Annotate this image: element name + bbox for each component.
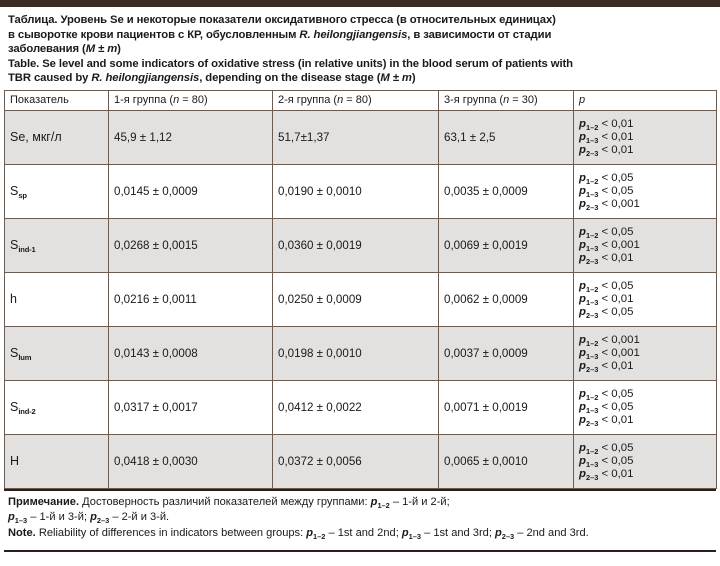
p-symbol: $p_{1-3}$: [579, 130, 599, 145]
p-value-line: [579, 360, 711, 373]
cell-group1: 0,0216 ± 0,0011: [109, 272, 273, 326]
note-en-tail: – 2nd and 3rd.: [514, 526, 589, 539]
header-p-label: p: [579, 93, 586, 106]
p-symbol: $p_{1-2}$: [579, 333, 599, 348]
table-row: [5, 164, 717, 218]
indicator-base: S: [10, 346, 19, 361]
p-subscript: 2–3: [585, 257, 599, 267]
p-subscript: 2–3: [585, 473, 599, 483]
header-group-1-b: = 80): [179, 93, 208, 106]
p-subscript: 2–3: [585, 149, 599, 159]
p-value-line: [579, 172, 711, 185]
note-ru-line-1-tail: – 1-й и 2-й;: [389, 495, 450, 508]
p-threshold: < 0,05: [598, 171, 634, 184]
indicator-subscript: ind-1: [18, 245, 36, 255]
p-value-line: [579, 347, 711, 360]
p-symbol: $p_{2-3}$: [579, 198, 599, 213]
p-subscript: 2–3: [585, 203, 599, 213]
p-symbol: $p_{1-2}$: [579, 441, 599, 456]
p-symbol: $p_{2-3}$: [579, 360, 599, 375]
bottom-accent-rule: [4, 550, 716, 552]
p-threshold: < 0,05: [598, 441, 634, 454]
p-value-line: [579, 388, 711, 401]
cell-p-values: [574, 110, 717, 164]
cell-group2: 0,0250 ± 0,0009: [273, 272, 439, 326]
p-value-line: [579, 239, 711, 252]
note-en-label: Note.: [8, 526, 36, 539]
p-subscript: 1–2: [585, 230, 599, 240]
header-group-2-b: = 80): [343, 93, 372, 106]
caption-ru-line-2-b: , в зависимости от стадии: [407, 28, 552, 41]
indicator-base: h: [10, 292, 17, 307]
caption-ru-line-1: Таблица. Уровень Se и некоторые показатели оксидативного стресса (в относительных единицах): [8, 14, 556, 26]
p-threshold: < 0,01: [598, 117, 634, 130]
cell-group1: 45,9 ± 1,12: [109, 110, 273, 164]
cell-group3: 0,0037 ± 0,0009: [439, 326, 574, 380]
data-table: [4, 90, 717, 489]
p-threshold: < 0,01: [598, 360, 634, 373]
p-subscript: 1–2: [585, 122, 599, 132]
p-subscript: 1–2: [585, 446, 599, 456]
cell-group2: 0,0190 ± 0,0010: [273, 164, 439, 218]
note-en-line: [8, 526, 712, 541]
p-subscript: 1–2: [585, 176, 599, 186]
note-ru-line-1-text: Достоверность различий показателей между группами:: [79, 495, 371, 508]
p-symbol: $p_{1-3}$: [579, 238, 599, 253]
header-group-2: [273, 90, 439, 110]
note-ru-line-2-mid: – 1-й и 3-й;: [27, 511, 91, 524]
note-ru-line-2-tail: – 2-й и 3-й.: [109, 511, 170, 524]
cell-group3: 63,1 ± 2,5: [439, 110, 574, 164]
header-group-3-a: 3-я группа (: [444, 93, 504, 106]
p-value-line: [579, 252, 711, 265]
note-en-p23-sub: 2–3: [501, 531, 515, 541]
note-ru-line-1: [8, 495, 712, 510]
p-threshold: < 0,001: [598, 238, 640, 251]
p-symbol: $p_{2-3}$: [579, 306, 599, 321]
note-ru-p13: $p_{1-3}$: [8, 511, 28, 526]
header-group-1: [109, 90, 273, 110]
top-accent-rule: [0, 0, 720, 7]
p-threshold: < 0,05: [598, 387, 634, 400]
indicator-base: S: [10, 400, 19, 415]
p-threshold: < 0,001: [598, 346, 640, 359]
p-value-line: [579, 198, 711, 211]
table-row: [5, 218, 717, 272]
p-value-line: [579, 144, 711, 157]
p-subscript: 2–3: [585, 365, 599, 375]
p-subscript: 1–3: [585, 243, 599, 253]
table-row: [5, 110, 717, 164]
indicator-base: S: [10, 238, 19, 253]
p-subscript: 2–3: [585, 419, 599, 429]
note-en-text: Reliability of differences in indicators between groups:: [35, 526, 307, 539]
cell-group1: 0,0145 ± 0,0009: [109, 164, 273, 218]
p-threshold: < 0,01: [598, 130, 634, 143]
p-value-line: [579, 293, 711, 306]
indicator-subscript: lum: [18, 353, 32, 363]
p-subscript: 1–3: [585, 459, 599, 469]
p-subscript: 1–3: [585, 189, 599, 199]
note-ru-p12-sub: 1–2: [377, 500, 390, 510]
caption-ru-line-3-b: ): [117, 43, 121, 56]
p-symbol: $p_{1-2}$: [579, 117, 599, 132]
caption-en-species-name: R. heilongjiangensis: [91, 72, 200, 85]
note-ru-p23: $p_{2-3}$: [90, 511, 110, 526]
note-en-mid-1: – 1st and 2nd;: [325, 526, 402, 539]
p-value-line: [579, 455, 711, 468]
header-group-1-n: n: [173, 93, 180, 106]
p-symbol: $p_{2-3}$: [579, 414, 599, 429]
cell-p-values: [574, 434, 717, 488]
cell-indicator: [5, 326, 109, 380]
cell-group1: 0,0268 ± 0,0015: [109, 218, 273, 272]
p-threshold: < 0,05: [598, 225, 634, 238]
p-threshold: < 0,01: [598, 252, 634, 265]
p-value-line: [579, 131, 711, 144]
table-row: [5, 326, 717, 380]
cell-group3: 0,0062 ± 0,0009: [439, 272, 574, 326]
p-subscript: 1–3: [585, 405, 599, 415]
p-threshold: < 0,01: [598, 468, 634, 481]
caption-en-line-2: [8, 71, 712, 86]
table-body: [5, 110, 717, 488]
p-symbol: $p_{1-2}$: [579, 171, 599, 186]
p-subscript: 1–3: [585, 351, 599, 361]
note-en-p13-sub: 1–3: [408, 531, 421, 541]
indicator-subscript: sp: [18, 191, 27, 201]
p-symbol: $p_{1-3}$: [579, 184, 599, 199]
table-caption: [0, 7, 720, 90]
p-subscript: 2–3: [585, 311, 599, 321]
note-en-p23: $p_{2-3}$: [495, 526, 515, 541]
note-en-mid-2: – 1st and 3rd;: [420, 526, 495, 539]
cell-p-values: [574, 272, 717, 326]
cell-p-values: [574, 380, 717, 434]
note-ru-line-2: [8, 510, 712, 525]
cell-indicator: [5, 218, 109, 272]
caption-en-mpm: M ± m: [380, 72, 412, 85]
p-value-line: [579, 468, 711, 481]
p-symbol: $p_{1-3}$: [579, 346, 599, 361]
p-threshold: < 0,05: [598, 400, 634, 413]
p-threshold: < 0,05: [598, 279, 634, 292]
indicator-base: H: [10, 454, 20, 469]
header-group-3-b: = 30): [509, 93, 538, 106]
cell-p-values: [574, 326, 717, 380]
header-group-2-a: 2-я группа (: [278, 93, 338, 106]
cell-group2: 0,0412 ± 0,0022: [273, 380, 439, 434]
p-value-line: [579, 442, 711, 455]
caption-ru-mpm: M ± m: [85, 43, 118, 56]
header-p: [574, 90, 717, 110]
caption-ru-line-2-a: в сыворотке крови пациентов с КР, обусловленным: [8, 28, 300, 41]
caption-en-line-2-c: ): [411, 72, 416, 85]
p-threshold: < 0,05: [598, 306, 634, 319]
p-threshold: < 0,01: [598, 414, 634, 427]
caption-en-line-2-a: TBR caused by: [8, 72, 92, 85]
p-threshold: < 0,001: [598, 333, 640, 346]
p-symbol: $p_{1-3}$: [579, 400, 599, 415]
cell-group1: 0,0143 ± 0,0008: [109, 326, 273, 380]
cell-group2: 0,0360 ± 0,0019: [273, 218, 439, 272]
caption-ru-line-3-a: заболевания (: [8, 43, 86, 56]
indicator-base: S: [10, 184, 19, 199]
cell-group3: 0,0035 ± 0,0009: [439, 164, 574, 218]
p-value-line: [579, 118, 711, 131]
note-en-p12-sub: 1–2: [313, 531, 326, 541]
cell-group2: 0,0372 ± 0,0056: [273, 434, 439, 488]
p-value-line: [579, 306, 711, 319]
table-row: [5, 434, 717, 488]
header-group-2-n: n: [337, 93, 344, 106]
caption-ru-line-2: [8, 28, 712, 43]
p-value-line: [579, 334, 711, 347]
p-symbol: $p_{1-3}$: [579, 292, 599, 307]
p-value-line: [579, 185, 711, 198]
p-subscript: 1–3: [585, 297, 599, 307]
cell-group3: 0,0065 ± 0,0010: [439, 434, 574, 488]
note-ru-p12: $p_{1-2}$: [370, 495, 390, 510]
cell-group2: 51,7±1,37: [273, 110, 439, 164]
table-head: [5, 90, 717, 110]
header-group-3: [439, 90, 574, 110]
p-symbol: $p_{2-3}$: [579, 252, 599, 267]
header-row: [5, 90, 717, 110]
indicator-subscript: ind-2: [18, 407, 36, 417]
p-symbol: $p_{1-3}$: [579, 454, 599, 469]
indicator-base: Se, мкг/л: [10, 130, 62, 145]
p-subscript: 1–3: [585, 135, 599, 145]
p-value-line: [579, 414, 711, 427]
cell-group1: 0,0418 ± 0,0030: [109, 434, 273, 488]
table-row: [5, 272, 717, 326]
note-ru-p13-sub: 1–3: [14, 516, 28, 526]
p-value-line: [579, 401, 711, 414]
cell-indicator: [5, 434, 109, 488]
caption-ru-species-name: R. heilongjiangensis: [299, 28, 408, 41]
caption-en-line-1: Table. Se level and some indicators of oxidative stress (in relative units) in the blood serum of patients with: [8, 57, 573, 70]
p-symbol: $p_{1-2}$: [579, 279, 599, 294]
cell-p-values: [574, 218, 717, 272]
table-note: [4, 489, 716, 541]
p-threshold: < 0,01: [598, 144, 634, 157]
p-threshold: < 0,01: [598, 292, 634, 305]
cell-indicator: [5, 380, 109, 434]
p-subscript: 1–2: [585, 284, 599, 294]
p-symbol: $p_{2-3}$: [579, 144, 599, 159]
p-symbol: $p_{2-3}$: [579, 468, 599, 483]
p-symbol: $p_{1-2}$: [579, 225, 599, 240]
caption-ru-line-3: [8, 42, 712, 57]
table-row: [5, 380, 717, 434]
caption-en-line-2-b: , depending on the disease stage (: [199, 72, 381, 85]
cell-group3: 0,0069 ± 0,0019: [439, 218, 574, 272]
p-threshold: < 0,001: [598, 198, 640, 211]
p-value-line: [579, 226, 711, 239]
note-ru-p23-sub: 2–3: [96, 516, 110, 526]
p-threshold: < 0,05: [598, 454, 634, 467]
cell-indicator: [5, 110, 109, 164]
cell-group2: 0,0198 ± 0,0010: [273, 326, 439, 380]
p-subscript: 1–2: [585, 338, 599, 348]
note-en-p12: $p_{1-2}$: [306, 526, 326, 541]
cell-group1: 0,0317 ± 0,0017: [109, 380, 273, 434]
p-symbol: $p_{1-2}$: [579, 387, 599, 402]
p-subscript: 1–2: [585, 392, 599, 402]
note-en-p13: $p_{1-3}$: [401, 526, 421, 541]
cell-indicator: [5, 164, 109, 218]
header-indicator: Показатель: [5, 90, 109, 110]
cell-indicator: [5, 272, 109, 326]
note-ru-label: Примечание.: [8, 495, 80, 508]
p-value-line: [579, 280, 711, 293]
cell-p-values: [574, 164, 717, 218]
header-group-3-n: n: [503, 93, 510, 106]
header-group-1-a: 1-я группа (: [114, 93, 174, 106]
cell-group3: 0,0071 ± 0,0019: [439, 380, 574, 434]
p-threshold: < 0,05: [598, 184, 634, 197]
